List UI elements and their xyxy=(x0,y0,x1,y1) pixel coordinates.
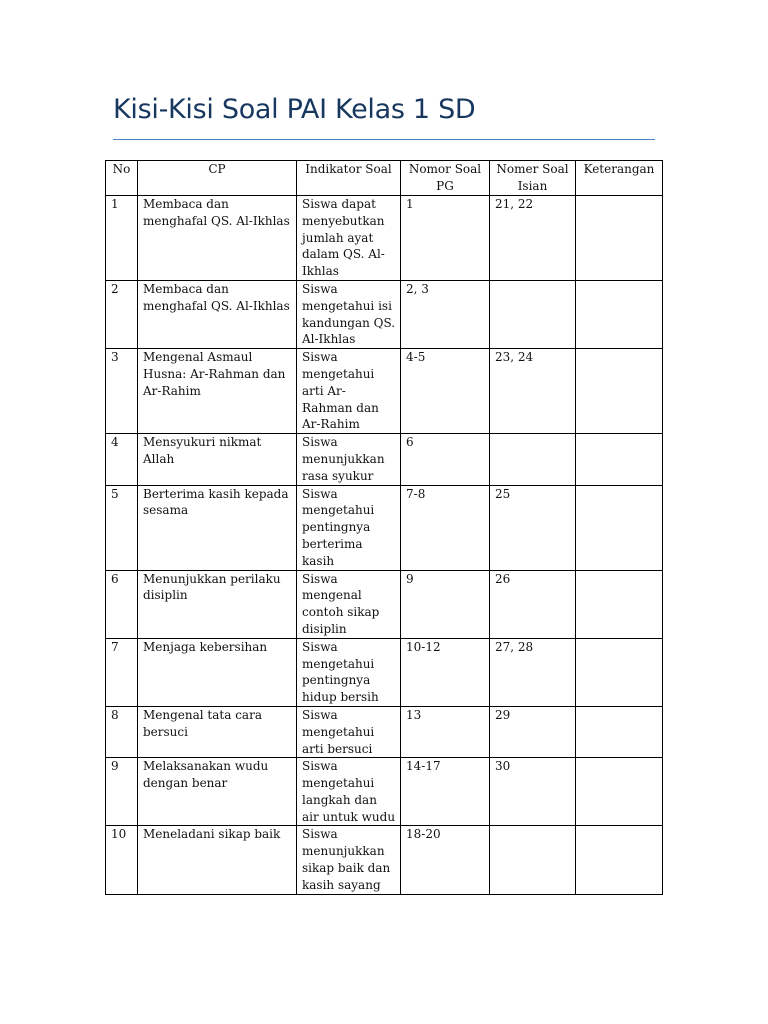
cell-no: 2 xyxy=(106,280,138,348)
cell-cp: Berterima kasih kepada sesama xyxy=(138,485,297,570)
cell-keterangan xyxy=(576,280,663,348)
cell-indikator: Siswa menunjukkan sikap baik dan kasih sayang xyxy=(297,826,401,894)
cell-nomer-isian: 26 xyxy=(490,570,576,638)
cell-no: 4 xyxy=(106,434,138,485)
table-row xyxy=(106,349,663,434)
table-row xyxy=(106,570,663,638)
cell-nomor-pg: 18-20 xyxy=(401,826,490,894)
cell-indikator: Siswa mengetahui pentingnya hidup bersih xyxy=(297,638,401,706)
cell-cp: Mengenal tata cara bersuci xyxy=(138,706,297,757)
header-no: No xyxy=(106,161,138,196)
table-row xyxy=(106,758,663,826)
cell-nomer-isian xyxy=(490,826,576,894)
cell-indikator: Siswa mengetahui arti bersuci xyxy=(297,706,401,757)
cell-keterangan xyxy=(576,638,663,706)
cell-nomor-pg: 1 xyxy=(401,196,490,281)
cell-cp: Melaksanakan wudu dengan benar xyxy=(138,758,297,826)
table-row xyxy=(106,196,663,281)
cell-keterangan xyxy=(576,349,663,434)
cell-cp: Membaca dan menghafal QS. Al-Ikhlas xyxy=(138,280,297,348)
title-underline xyxy=(113,139,655,140)
cell-nomor-pg: 9 xyxy=(401,570,490,638)
cell-keterangan xyxy=(576,196,663,281)
cell-indikator: Siswa mengetahui pentingnya berterima kasih xyxy=(297,485,401,570)
cell-nomer-isian: 27, 28 xyxy=(490,638,576,706)
cell-no: 7 xyxy=(106,638,138,706)
cell-cp: Mensyukuri nikmat Allah xyxy=(138,434,297,485)
cell-cp: Menunjukkan perilaku disiplin xyxy=(138,570,297,638)
header-keterangan: Keterangan xyxy=(576,161,663,196)
cell-nomer-isian: 23, 24 xyxy=(490,349,576,434)
cell-keterangan xyxy=(576,706,663,757)
table-row xyxy=(106,434,663,485)
cell-no: 9 xyxy=(106,758,138,826)
cell-nomer-isian: 25 xyxy=(490,485,576,570)
cell-no: 3 xyxy=(106,349,138,434)
cell-indikator: Siswa mengetahui isi kandungan QS. Al-Ikhlas xyxy=(297,280,401,348)
cell-nomer-isian: 21, 22 xyxy=(490,196,576,281)
cell-indikator: Siswa mengenal contoh sikap disiplin xyxy=(297,570,401,638)
cell-nomor-pg: 7-8 xyxy=(401,485,490,570)
table-row xyxy=(106,706,663,757)
cell-no: 1 xyxy=(106,196,138,281)
header-indikator: Indikator Soal xyxy=(297,161,401,196)
cell-indikator: Siswa mengetahui langkah dan air untuk wudu xyxy=(297,758,401,826)
header-nomer-isian: Nomer Soal Isian xyxy=(490,161,576,196)
table-row xyxy=(106,485,663,570)
document-title: Kisi-Kisi Soal PAI Kelas 1 SD xyxy=(113,94,476,125)
cell-keterangan xyxy=(576,826,663,894)
cell-nomer-isian: 30 xyxy=(490,758,576,826)
header-nomor-pg: Nomor Soal PG xyxy=(401,161,490,196)
cell-nomer-isian xyxy=(490,434,576,485)
cell-keterangan xyxy=(576,485,663,570)
table-row xyxy=(106,280,663,348)
cell-no: 10 xyxy=(106,826,138,894)
cell-no: 6 xyxy=(106,570,138,638)
cell-indikator: Siswa menunjukkan rasa syukur xyxy=(297,434,401,485)
cell-cp: Mengenal Asmaul Husna: Ar-Rahman dan Ar-Rahim xyxy=(138,349,297,434)
cell-indikator: Siswa mengetahui arti Ar-Rahman dan Ar-Rahim xyxy=(297,349,401,434)
cell-keterangan xyxy=(576,758,663,826)
kisi-kisi-table xyxy=(105,160,663,895)
cell-indikator: Siswa dapat menyebutkan jumlah ayat dalam QS. Al-Ikhlas xyxy=(297,196,401,281)
cell-nomor-pg: 6 xyxy=(401,434,490,485)
table-row xyxy=(106,638,663,706)
cell-cp: Meneladani sikap baik xyxy=(138,826,297,894)
cell-nomor-pg: 10-12 xyxy=(401,638,490,706)
cell-keterangan xyxy=(576,434,663,485)
cell-cp: Membaca dan menghafal QS. Al-Ikhlas xyxy=(138,196,297,281)
cell-nomor-pg: 14-17 xyxy=(401,758,490,826)
cell-no: 8 xyxy=(106,706,138,757)
cell-keterangan xyxy=(576,570,663,638)
cell-no: 5 xyxy=(106,485,138,570)
cell-nomer-isian: 29 xyxy=(490,706,576,757)
cell-cp: Menjaga kebersihan xyxy=(138,638,297,706)
header-cp: CP xyxy=(138,161,297,196)
table-header-row xyxy=(106,161,663,196)
table-row xyxy=(106,826,663,894)
cell-nomor-pg: 2, 3 xyxy=(401,280,490,348)
cell-nomor-pg: 13 xyxy=(401,706,490,757)
cell-nomor-pg: 4-5 xyxy=(401,349,490,434)
cell-nomer-isian xyxy=(490,280,576,348)
